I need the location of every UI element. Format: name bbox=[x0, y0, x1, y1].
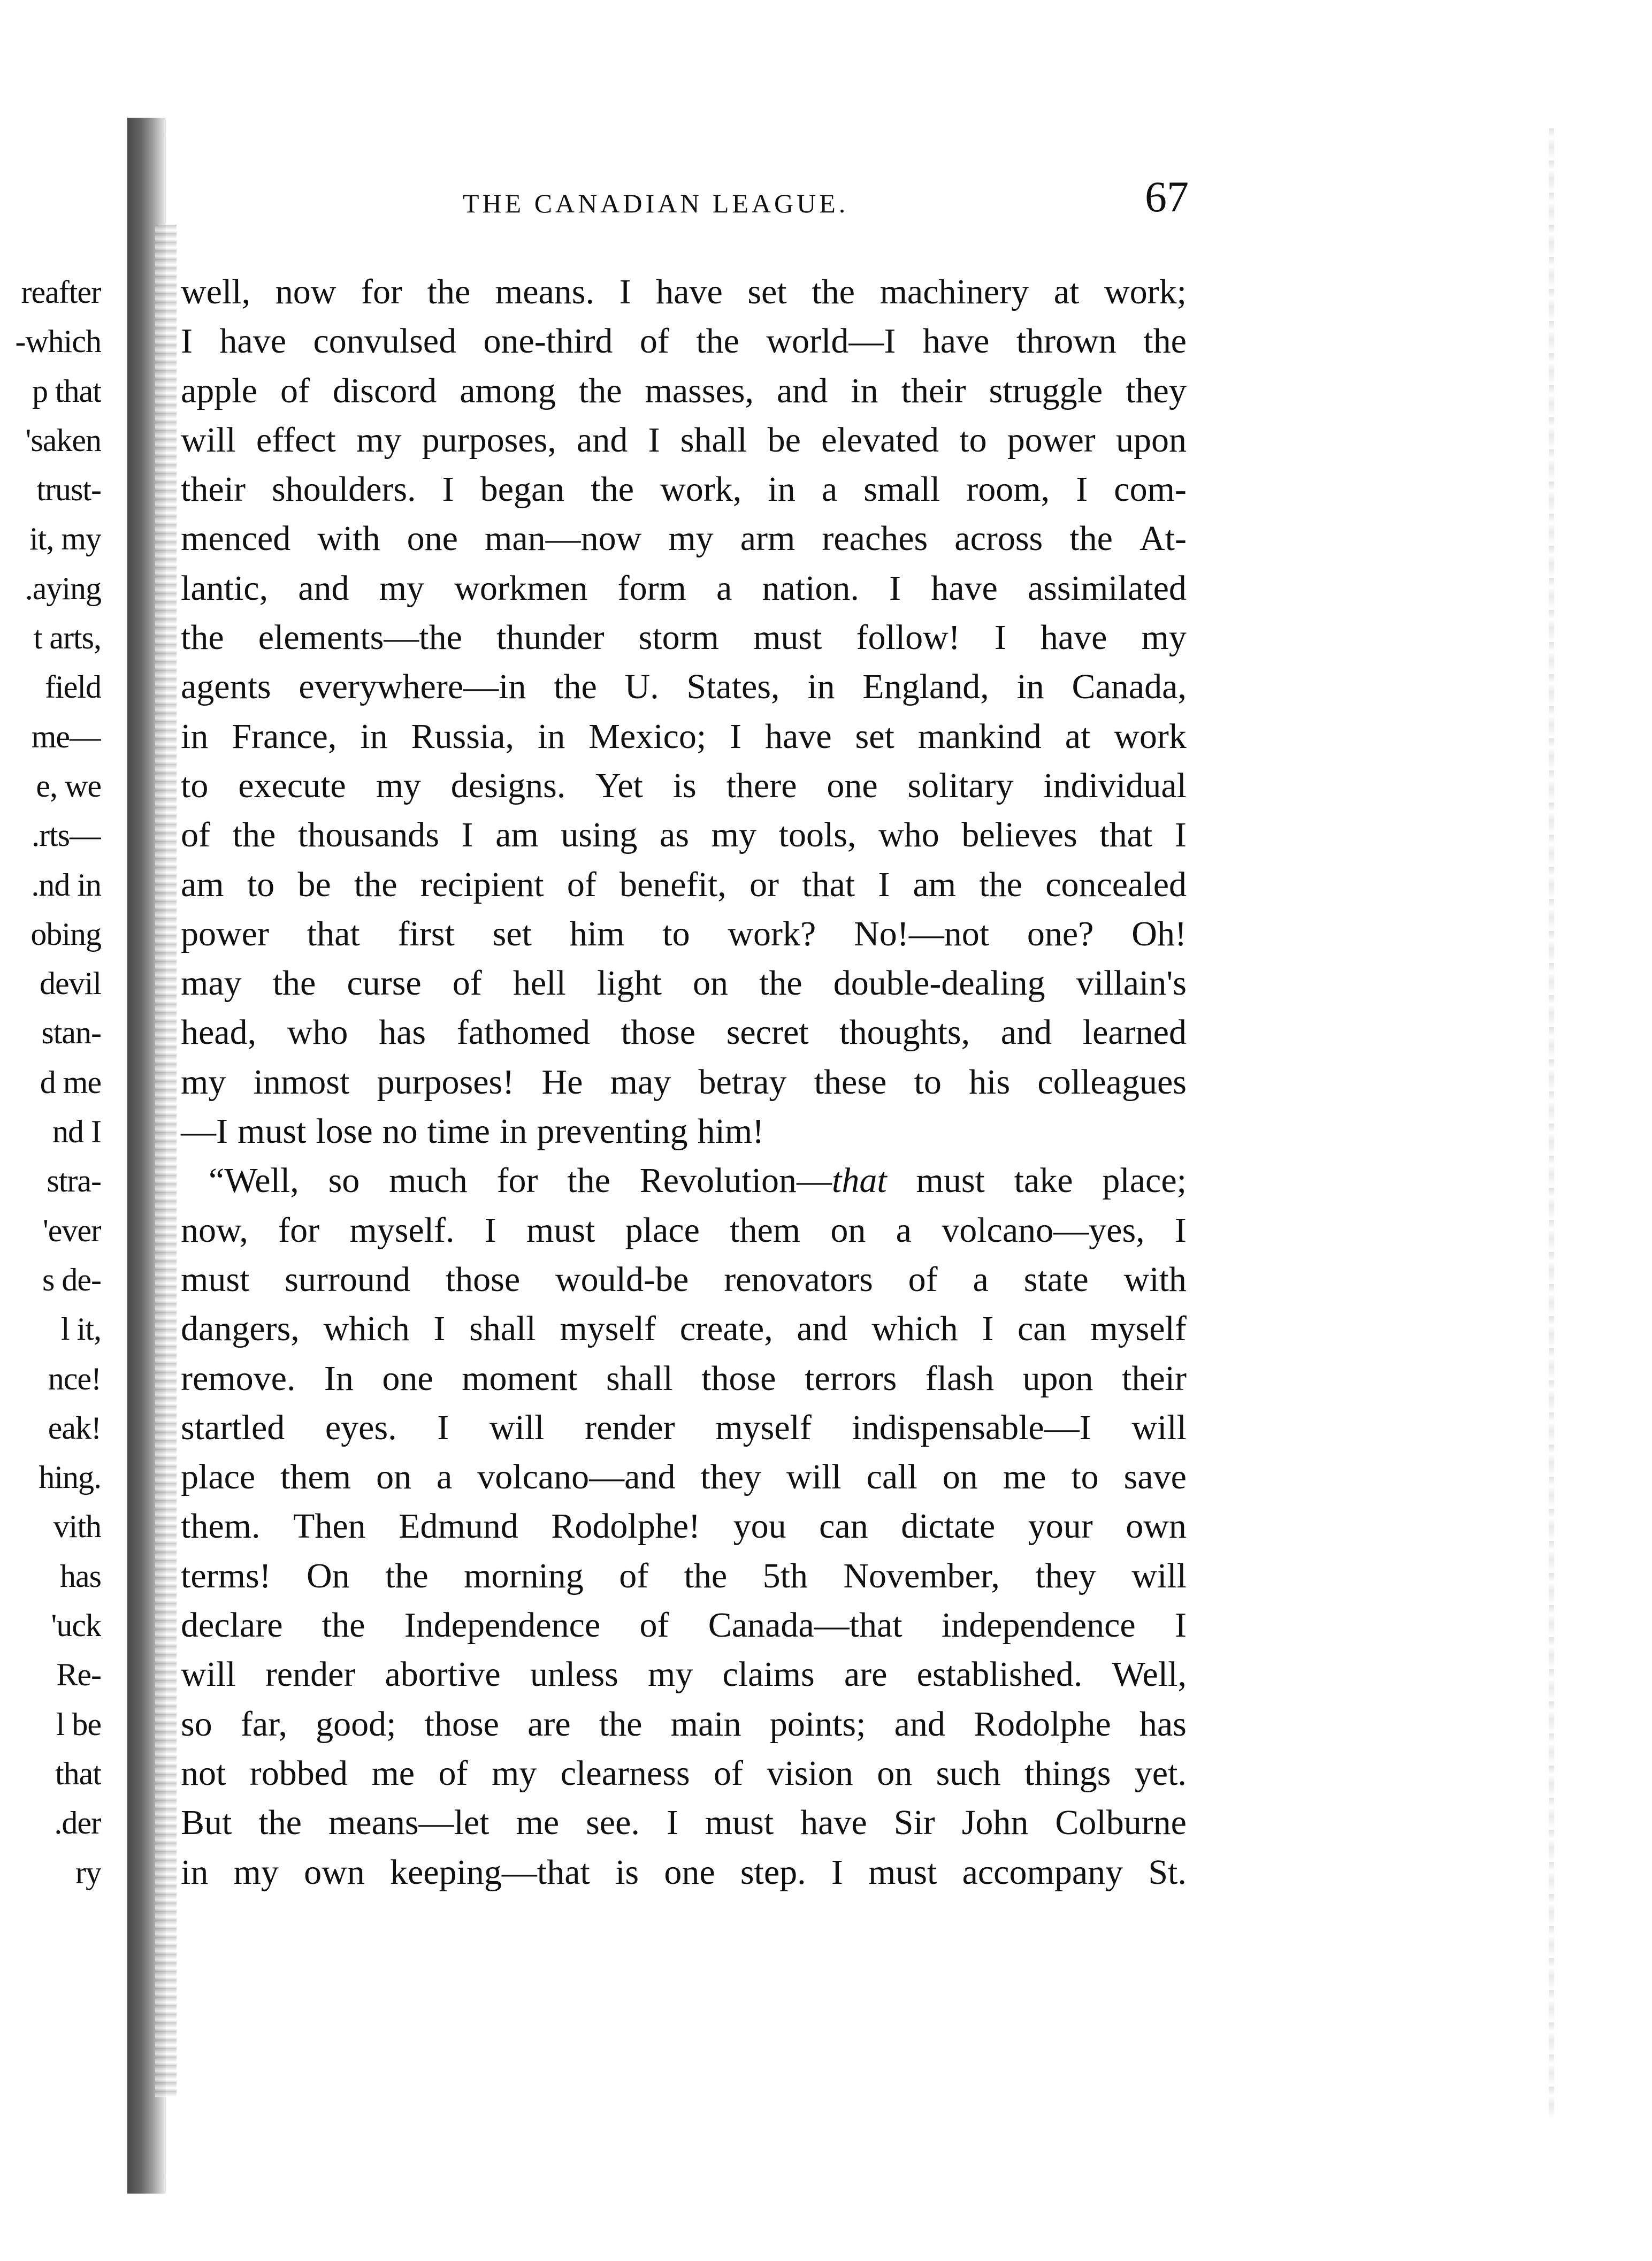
text-line: head, who has fathomed those secret thoughts, and learned bbox=[181, 1013, 1187, 1052]
text-line: remove. In one moment shall those terrors flash upon their bbox=[181, 1358, 1187, 1398]
facing-page-fragment: stra- bbox=[47, 1163, 101, 1199]
text-line: may the curse of hell light on the double-dealing villain's bbox=[181, 964, 1187, 1003]
facing-page-fragment: 'uck bbox=[51, 1608, 101, 1644]
facing-page-fragment: p that bbox=[32, 373, 101, 409]
facing-page-fragment: d me bbox=[40, 1064, 101, 1100]
text-line: —I must lose no time in preventing him! bbox=[181, 1112, 764, 1151]
text-line: power that first set him to work? No!—not one? Oh! bbox=[181, 914, 1187, 953]
text-line: must surround those would-be renovators of a state with bbox=[181, 1259, 1187, 1299]
text-line: declare the Independence of Canada—that independence I bbox=[181, 1606, 1187, 1645]
facing-page-fragment: hing. bbox=[39, 1460, 101, 1495]
facing-page-fragment: field bbox=[45, 669, 101, 705]
text-line: dangers, which I shall myself create, and which I can myself bbox=[181, 1309, 1187, 1349]
facing-page-fragment: it, my bbox=[29, 521, 101, 557]
text-line: agents everywhere—in the U. States, in England, in Canada, bbox=[181, 667, 1187, 707]
facing-page-fragment: that bbox=[55, 1755, 101, 1791]
text-line: so far, good; those are the main points; and Rodolphe has bbox=[181, 1704, 1187, 1744]
facing-page-fragment: -which bbox=[15, 324, 101, 360]
text-line: them. Then Edmund Rodolphe! you can dictate your own bbox=[181, 1507, 1187, 1546]
facing-page-fragment: ry bbox=[75, 1854, 101, 1890]
facing-page-fragment: obing bbox=[30, 916, 101, 952]
facing-page-fragment: vith bbox=[53, 1509, 101, 1545]
facing-page-fragment: .rts— bbox=[32, 818, 101, 853]
text-line: terms! On the morning of the 5th November, they will bbox=[181, 1556, 1187, 1595]
facing-page-fragment: devil bbox=[40, 966, 101, 1002]
facing-page-fragment: nd I bbox=[52, 1114, 101, 1150]
facing-page-fragment: 'ever bbox=[42, 1212, 101, 1248]
facing-page-fragment: reafter bbox=[21, 274, 101, 310]
facing-page-fragment: .der bbox=[54, 1805, 101, 1841]
text-line: I have convulsed one-third of the world—I have thrown the bbox=[181, 322, 1187, 361]
text-line: not robbed me of my clearness of vision on such things yet. bbox=[181, 1753, 1187, 1793]
text-line: “Well, so much for the Revolution—that must take place; bbox=[209, 1161, 1187, 1201]
text-line: menced with one man—now my arm reaches across the At- bbox=[181, 519, 1187, 559]
facing-page-fragment: eak! bbox=[48, 1410, 101, 1446]
text-line: will render abortive unless my claims are established. Well, bbox=[181, 1655, 1187, 1694]
facing-page-fragment: has bbox=[60, 1558, 101, 1594]
facing-page-fragment: 'saken bbox=[25, 422, 101, 458]
facing-page-fragment: Re- bbox=[56, 1657, 101, 1693]
text-line: lantic, and my workmen form a nation. I have assimilated bbox=[181, 568, 1187, 608]
running-head: THE CANADIAN LEAGUE. bbox=[463, 188, 849, 218]
text-line: will effect my purposes, and I shall be elevated to power upon bbox=[181, 420, 1187, 460]
facing-page-fragment: l it, bbox=[60, 1311, 101, 1347]
page-number: 67 bbox=[1145, 172, 1189, 221]
text-line: But the means—let me see. I must have Sir John Colburne bbox=[181, 1803, 1187, 1843]
body-text bbox=[181, 268, 1187, 1897]
text-line: well, now for the means. I have set the machinery at work; bbox=[181, 272, 1187, 311]
text-line: my inmost purposes! He may betray these to his colleagues bbox=[181, 1062, 1187, 1102]
page-edge-bleed bbox=[1549, 128, 1554, 2119]
facing-page-fragment: stan- bbox=[41, 1015, 101, 1051]
facing-page-fragment: trust- bbox=[36, 472, 101, 508]
text-line: of the thousands I am using as my tools, who believes that I bbox=[181, 815, 1187, 855]
text-line: now, for myself. I must place them on a volcano—yes, I bbox=[181, 1210, 1187, 1250]
binding-shadow bbox=[155, 225, 177, 2097]
text-line: am to be the recipient of benefit, or that I am the concealed bbox=[181, 865, 1187, 904]
text-line: in my own keeping—that is one step. I must accompany St. bbox=[181, 1852, 1187, 1892]
facing-page-fragments bbox=[7, 268, 101, 1897]
text-line: to execute my designs. Yet is there one solitary individual bbox=[181, 766, 1187, 805]
facing-page-fragment: .nd in bbox=[31, 867, 101, 903]
text-line: place them on a volcano—and they will call on me to save bbox=[181, 1457, 1187, 1497]
facing-page-fragment: l be bbox=[56, 1706, 101, 1742]
text-line: startled eyes. I will render myself indispensable—I will bbox=[181, 1408, 1187, 1447]
facing-page-fragment: nce! bbox=[48, 1361, 101, 1396]
text-line: in France, in Russia, in Mexico; I have set mankind at work bbox=[181, 716, 1187, 756]
text-line: apple of discord among the masses, and in their struggle they bbox=[181, 371, 1187, 410]
facing-page-fragment: s de- bbox=[42, 1262, 101, 1297]
facing-page-fragment: .aying bbox=[25, 570, 101, 606]
facing-page-fragment: me— bbox=[31, 719, 101, 754]
text-line: their shoulders. I began the work, in a small room, I com- bbox=[181, 470, 1187, 509]
text-line: the elements—the thunder storm must follow! I have my bbox=[181, 618, 1187, 658]
facing-page-fragment: e, we bbox=[36, 768, 101, 804]
facing-page-fragment: t arts, bbox=[33, 620, 101, 656]
